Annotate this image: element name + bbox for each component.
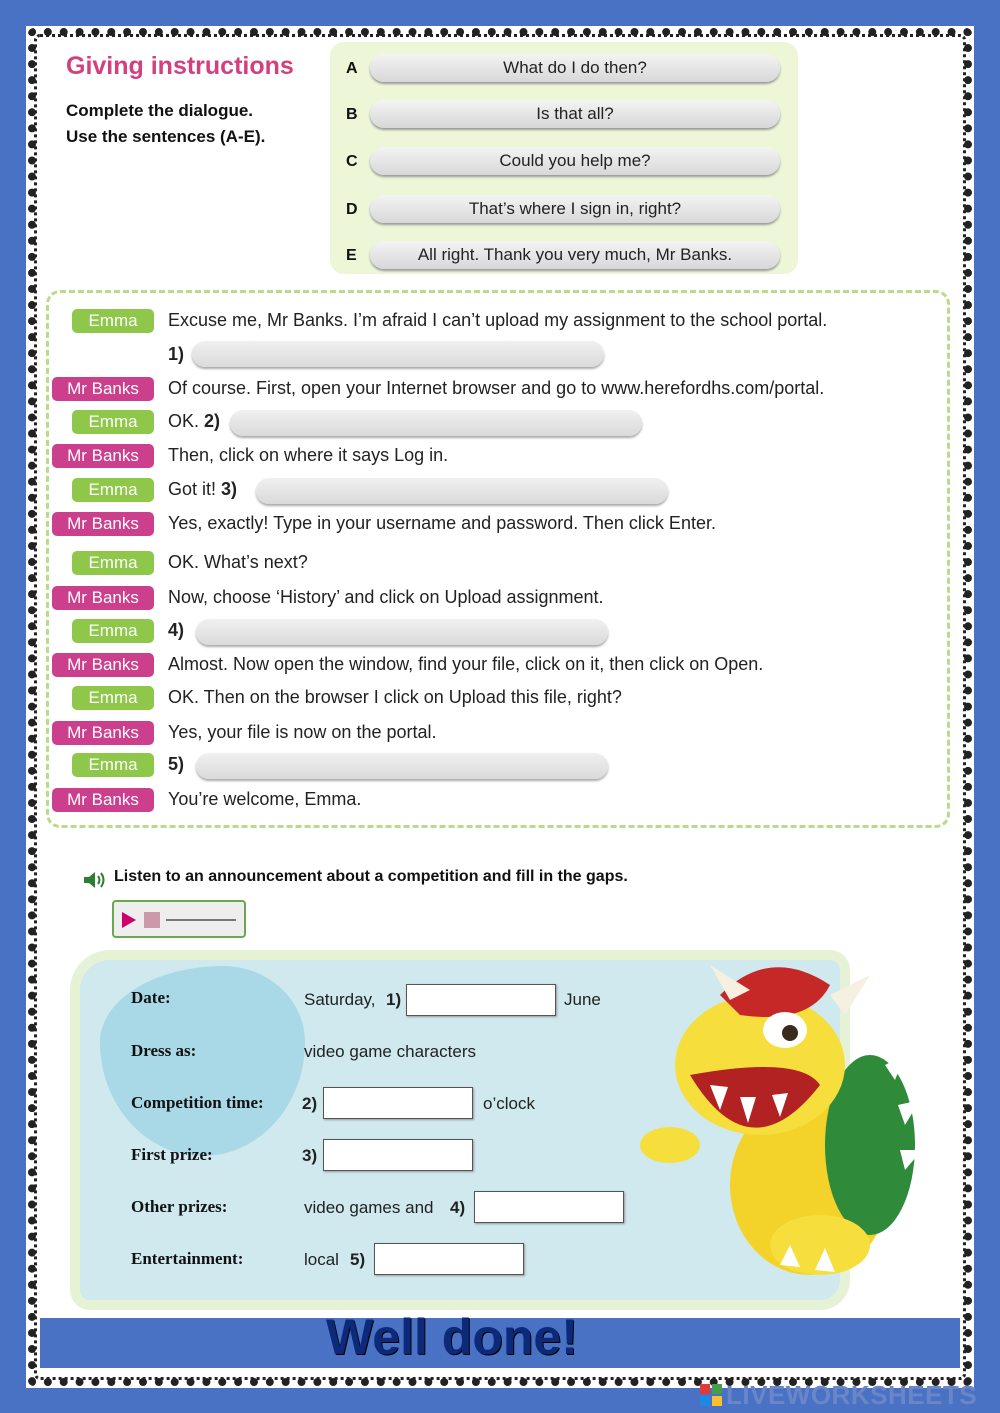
entertainment-input[interactable] [374,1243,524,1275]
bowser-figure-icon [630,945,930,1285]
entertainment-label: Entertainment: [131,1249,244,1268]
audio-progress-bar[interactable] [166,919,236,921]
option-d: D That’s where I sign in, right? [346,195,786,225]
dress-label: Dress as: [131,1041,197,1060]
other-prizes-label: Other prizes: [131,1197,228,1216]
dialogue-line-10: Mr Banks Almost. Now open the window, find your file, click on it, then click on Open. [52,651,952,679]
option-b: B Is that all? [346,100,786,130]
speaker-tag: Emma [72,619,154,643]
date-label: Date: [131,988,171,1007]
time-label: Competition time: [131,1093,264,1112]
audio-player[interactable] [112,900,246,938]
liveworksheets-brand: LIVEWORKSHEETS [726,1380,978,1410]
option-a: A What do I do then? [346,54,786,84]
date-input[interactable] [406,984,556,1016]
speaker-tag: Emma [72,686,154,710]
speaker-tag: Emma [72,478,154,502]
time-input[interactable] [323,1087,473,1119]
listening-instruction: Listen to an announcement about a competition and fill in the gaps. [114,868,628,885]
speaker-tag: Mr Banks [52,512,154,536]
liveworksheets-logo-icon [700,1384,722,1406]
option-c: C Could you help me? [346,147,786,177]
answer-gap-2[interactable] [230,410,642,436]
speaker-tag: Mr Banks [52,653,154,677]
speaker-tag: Mr Banks [52,444,154,468]
pause-icon[interactable] [144,912,160,928]
answer-gap-1[interactable] [192,341,604,367]
option-a-pill[interactable]: What do I do then? [370,54,780,82]
speaker-tag: Emma [72,753,154,777]
speaker-tag: Mr Banks [52,788,154,812]
option-b-pill[interactable]: Is that all? [370,100,780,128]
page-title: Giving instructions [66,52,294,80]
speaker-tag: Mr Banks [52,721,154,745]
answer-gap-4[interactable] [196,619,608,645]
dialogue-line-9: Emma 4) [52,617,952,645]
dialogue-line-12: Mr Banks Yes, your file is now on the portal. [52,719,952,747]
option-d-pill[interactable]: That’s where I sign in, right? [370,195,780,223]
dialogue-line-13: Emma 5) [52,751,952,779]
instructions: Complete the dialogue. Use the sentences (A-E). [66,101,266,146]
speaker-tag: Emma [72,309,154,333]
speaker-tag: Mr Banks [52,377,154,401]
other-prizes-input[interactable] [474,1191,624,1223]
first-prize-input[interactable] [323,1139,473,1171]
speaker-tag: Mr Banks [52,586,154,610]
speaker-tag: Emma [72,551,154,575]
dialogue-line-7: Emma OK. What’s next? [52,549,952,577]
dialogue-line-2: Mr Banks Of course. First, open your Internet browser and go to www.herefordhs.com/portal. [52,375,952,403]
dialogue-line-14: Mr Banks You’re welcome, Emma. [52,786,952,814]
answer-gap-3[interactable] [256,478,668,504]
dialogue-line-3: Emma OK. 2) [52,408,952,436]
dialogue-line-8: Mr Banks Now, choose ‘History’ and click on Upload assignment. [52,584,952,612]
dialogue-line-gap-1: 1) [52,341,952,369]
option-e-pill[interactable]: All right. Thank you very much, Mr Banks. [370,241,780,269]
answer-gap-5[interactable] [196,753,608,779]
play-icon[interactable] [122,912,136,928]
option-e: E All right. Thank you very much, Mr Banks. [346,241,786,271]
speaker-tag: Emma [72,410,154,434]
dialogue-line-6: Mr Banks Yes, exactly! Type in your username and password. Then click Enter. [52,510,952,538]
first-prize-label: First prize: [131,1145,213,1164]
speaker-icon [82,870,108,890]
dialogue-line-11: Emma OK. Then on the browser I click on Upload this file, right? [52,684,952,712]
dialogue-line-1: Emma Excuse me, Mr Banks. I’m afraid I can’t upload my assignment to the school portal. [52,307,952,335]
dialogue-line-4: Mr Banks Then, click on where it says Log in. [52,442,952,470]
dialogue-line-5: Emma Got it! 3) [52,476,952,504]
well-done-text: Well done! [326,1309,578,1365]
option-c-pill[interactable]: Could you help me? [370,147,780,175]
